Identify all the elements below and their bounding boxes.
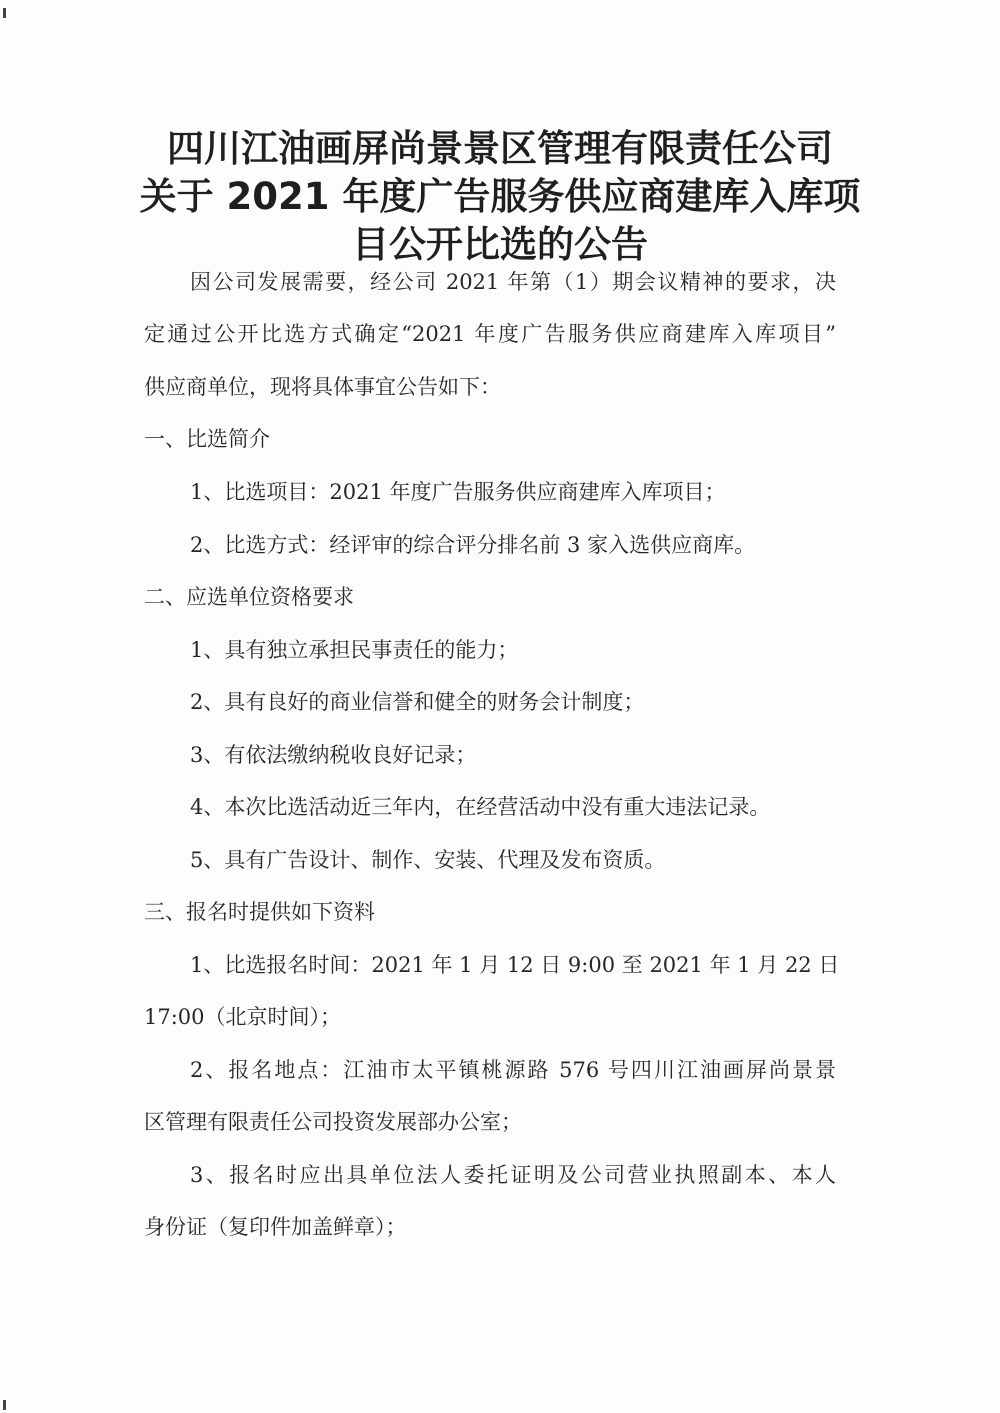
document-title-line-3: 目公开比选的公告: [352, 223, 648, 266]
section-2-heading: 二、应选单位资格要求: [144, 585, 354, 609]
document-title-line-2: 关于 2021 年度广告服务供应商建库入库项: [139, 175, 861, 218]
intro-paragraph-line-3: 供应商单位，现将具体事宜公告如下：: [144, 375, 501, 399]
section-3-item-3-line-2: 身份证（复印件加盖鲜章）；: [144, 1215, 407, 1239]
section-2-item-3: 3、有依法缴纳税收良好记录；: [190, 743, 477, 767]
section-3-item-1-line-2: 17:00（北京时间）；: [144, 1005, 342, 1029]
document-title-line-1: 四川江油画屏尚景景区管理有限责任公司: [167, 127, 833, 170]
section-2-item-2: 2、具有良好的商业信誉和健全的财务会计制度；: [190, 690, 645, 714]
scan-edge-mark-top: [3, 8, 6, 18]
section-3-heading: 三、报名时提供如下资料: [144, 900, 375, 924]
section-1-heading: 一、比选简介: [144, 427, 270, 451]
section-2-item-1: 1、具有独立承担民事责任的能力；: [190, 638, 519, 662]
section-1-item-2: 2、比选方式：经评审的综合评分排名前 3 家入选供应商库。: [190, 533, 756, 557]
section-2-item-4: 4、本次比选活动近三年内，在经营活动中没有重大违法记录。: [190, 795, 771, 819]
section-3-item-2-line-1: 2、报名地点：江油市太平镇桃源路 576 号四川江油画屏尚景景: [190, 1058, 836, 1082]
scan-edge-mark-bottom: [3, 1400, 6, 1410]
section-3-item-2-line-2: 区管理有限责任公司投资发展部办公室；: [144, 1110, 522, 1134]
section-3-item-1-line-1: 1、比选报名时间：2021 年 1 月 12 日 9:00 至 2021 年 1 月 22 日: [190, 953, 840, 977]
intro-paragraph-line-2: 定通过公开比选方式确定“2021 年度广告服务供应商建库入库项目”: [144, 322, 836, 346]
intro-paragraph-line-1: 因公司发展需要，经公司 2021 年第（1）期会议精神的要求，决: [190, 270, 836, 294]
section-3-item-3-line-1: 3、报名时应出具单位法人委托证明及公司营业执照副本、本人: [190, 1163, 836, 1187]
section-2-item-5: 5、具有广告设计、制作、安装、代理及发布资质。: [190, 848, 666, 872]
section-1-item-1: 1、比选项目：2021 年度广告服务供应商建库入库项目；: [190, 480, 726, 504]
